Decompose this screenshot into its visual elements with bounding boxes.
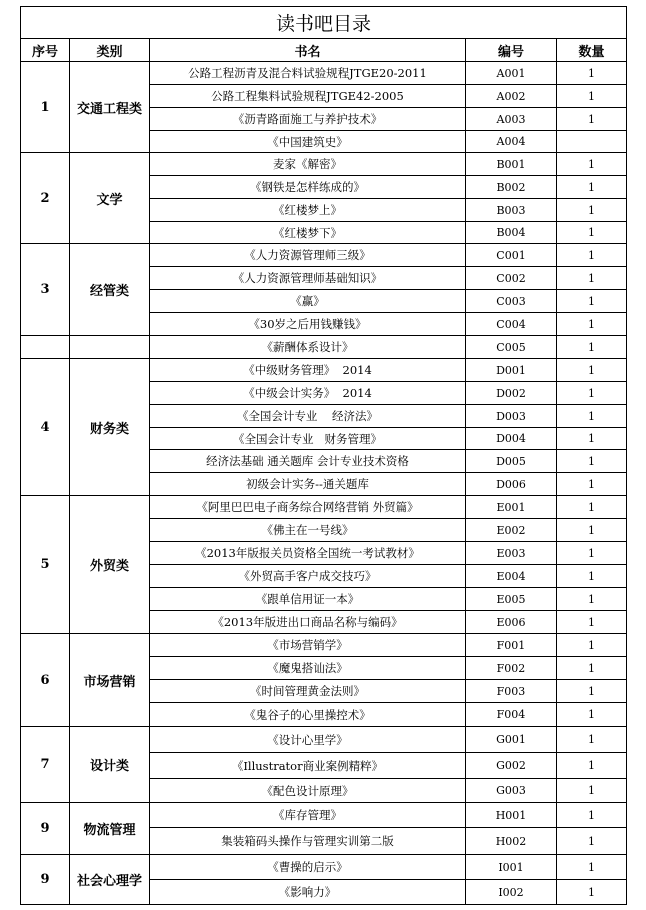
quantity-cell: 1: [557, 496, 627, 519]
seq-cell: 6: [21, 634, 70, 727]
seq-cell: 3: [21, 244, 70, 336]
seq-cell: 2: [21, 153, 70, 244]
page-title: 读书吧目录: [21, 7, 627, 39]
book-code-cell: I002: [466, 880, 557, 905]
book-code-cell: E006: [466, 611, 557, 634]
book-code-cell: E001: [466, 496, 557, 519]
book-code-cell: F003: [466, 680, 557, 703]
book-code-cell: A003: [466, 108, 557, 131]
quantity-cell: 1: [557, 313, 627, 336]
quantity-cell: 1: [557, 753, 627, 779]
seq-cell: 9: [21, 803, 70, 855]
table-row: [21, 855, 627, 880]
quantity-cell: 1: [557, 62, 627, 85]
quantity-cell: 1: [557, 405, 627, 428]
book-code-cell: C005: [466, 336, 557, 359]
quantity-cell: 1: [557, 542, 627, 565]
book-code-cell: F004: [466, 703, 557, 727]
quantity-cell: 1: [557, 880, 627, 905]
book-code-cell: A004: [466, 131, 557, 153]
book-code-cell: C002: [466, 267, 557, 290]
quantity-cell: 1: [557, 450, 627, 473]
table-row: [21, 244, 627, 267]
book-code-cell: G003: [466, 779, 557, 803]
quantity-cell: 1: [557, 634, 627, 657]
book-code-cell: A002: [466, 85, 557, 108]
quantity-cell: 1: [557, 855, 627, 880]
category-cell: [70, 336, 150, 359]
quantity-cell: 1: [557, 779, 627, 803]
quantity-cell: 1: [557, 565, 627, 588]
book-title-cell: 《人力资源管理师基础知识》: [150, 267, 466, 290]
quantity-cell: 1: [557, 588, 627, 611]
table-row: [21, 803, 627, 828]
book-title-cell: 《中级会计实务》 2014: [150, 382, 466, 405]
book-code-cell: B003: [466, 199, 557, 222]
book-title-cell: 麦家《解密》: [150, 153, 466, 176]
seq-cell: 7: [21, 727, 70, 803]
book-code-cell: B002: [466, 176, 557, 199]
book-title-cell: 《库存管理》: [150, 803, 466, 828]
quantity-cell: 1: [557, 267, 627, 290]
book-title-cell: 《2013年版报关员资格全国统一考试教材》: [150, 542, 466, 565]
book-code-cell: E005: [466, 588, 557, 611]
book-title-cell: 《中国建筑史》: [150, 131, 466, 153]
quantity-cell: 1: [557, 382, 627, 405]
header-category: 类别: [70, 39, 150, 62]
quantity-cell: 1: [557, 657, 627, 680]
seq-cell: 1: [21, 62, 70, 153]
book-title-cell: 《佛主在一号线》: [150, 519, 466, 542]
header-qty: 数量: [557, 39, 627, 62]
quantity-cell: 1: [557, 244, 627, 267]
book-title-cell: 公路工程集料试验规程JTGE42-2005: [150, 85, 466, 108]
catalog-table: [20, 6, 627, 905]
book-title-cell: 集装箱码头操作与管理实训第二版: [150, 828, 466, 855]
book-code-cell: E003: [466, 542, 557, 565]
book-code-cell: I001: [466, 855, 557, 880]
book-code-cell: C004: [466, 313, 557, 336]
table-row: [21, 727, 627, 753]
quantity-cell: 1: [557, 519, 627, 542]
book-title-cell: 公路工程沥青及混合料试验规程JTGE20-2011: [150, 62, 466, 85]
table-row: [21, 153, 627, 176]
book-title-cell: 《时间管理黄金法则》: [150, 680, 466, 703]
book-title-cell: 《红楼梦下》: [150, 222, 466, 244]
book-code-cell: A001: [466, 62, 557, 85]
book-title-cell: 《沥青路面施工与养护技术》: [150, 108, 466, 131]
book-title-cell: 《钢铁是怎样练成的》: [150, 176, 466, 199]
quantity-cell: 1: [557, 703, 627, 727]
book-code-cell: F001: [466, 634, 557, 657]
category-cell: 经管类: [70, 244, 150, 336]
seq-cell: 4: [21, 359, 70, 496]
book-title-cell: 《曹操的启示》: [150, 855, 466, 880]
book-title-cell: 《2013年版进出口商品名称与编码》: [150, 611, 466, 634]
book-title-cell: 《鬼谷子的心里操控术》: [150, 703, 466, 727]
book-code-cell: D006: [466, 473, 557, 496]
book-code-cell: D001: [466, 359, 557, 382]
seq-cell: [21, 336, 70, 359]
category-cell: 财务类: [70, 359, 150, 496]
quantity-cell: 1: [557, 176, 627, 199]
category-cell: 物流管理: [70, 803, 150, 855]
quantity-cell: [557, 131, 627, 153]
book-title-cell: 《设计心里学》: [150, 727, 466, 753]
book-code-cell: F002: [466, 657, 557, 680]
book-code-cell: G001: [466, 727, 557, 753]
book-title-cell: 《人力资源管理师三级》: [150, 244, 466, 267]
category-cell: 文学: [70, 153, 150, 244]
book-title-cell: 《30岁之后用钱赚钱》: [150, 313, 466, 336]
book-title-cell: 《Illustrator商业案例精粹》: [150, 753, 466, 779]
category-cell: 设计类: [70, 727, 150, 803]
book-title-cell: 《跟单信用证一本》: [150, 588, 466, 611]
book-title-cell: 《魔鬼搭讪法》: [150, 657, 466, 680]
table-body: [21, 62, 627, 905]
book-code-cell: H002: [466, 828, 557, 855]
book-code-cell: D002: [466, 382, 557, 405]
book-title-cell: 《外贸高手客户成交技巧》: [150, 565, 466, 588]
book-code-cell: G002: [466, 753, 557, 779]
quantity-cell: 1: [557, 199, 627, 222]
book-title-cell: 经济法基础 通关题库 会计专业技术资格: [150, 450, 466, 473]
book-code-cell: H001: [466, 803, 557, 828]
book-title-cell: 《阿里巴巴电子商务综合网络营销 外贸篇》: [150, 496, 466, 519]
book-title-cell: 初级会计实务--通关题库: [150, 473, 466, 496]
book-title-cell: 《全国会计专业 经济法》: [150, 405, 466, 428]
book-code-cell: C003: [466, 290, 557, 313]
book-title-cell: 《全国会计专业 财务管理》: [150, 428, 466, 450]
book-code-cell: D004: [466, 428, 557, 450]
book-title-cell: 《影响力》: [150, 880, 466, 905]
book-code-cell: D005: [466, 450, 557, 473]
quantity-cell: 1: [557, 428, 627, 450]
header-code: 编号: [466, 39, 557, 62]
book-title-cell: 《配色设计原理》: [150, 779, 466, 803]
quantity-cell: 1: [557, 336, 627, 359]
quantity-cell: 1: [557, 680, 627, 703]
header-row: [21, 39, 627, 62]
book-title-cell: 《红楼梦上》: [150, 199, 466, 222]
category-cell: 市场营销: [70, 634, 150, 727]
book-code-cell: B004: [466, 222, 557, 244]
seq-cell: 9: [21, 855, 70, 905]
header-book: 书名: [150, 39, 466, 62]
quantity-cell: 1: [557, 611, 627, 634]
book-title-cell: 《薪酬体系设计》: [150, 336, 466, 359]
table-row: [21, 62, 627, 85]
quantity-cell: 1: [557, 828, 627, 855]
quantity-cell: 1: [557, 222, 627, 244]
quantity-cell: 1: [557, 727, 627, 753]
quantity-cell: 1: [557, 359, 627, 382]
book-title-cell: 《市场营销学》: [150, 634, 466, 657]
quantity-cell: 1: [557, 290, 627, 313]
table-row: [21, 336, 627, 359]
table-row: [21, 359, 627, 382]
category-cell: 社会心理学: [70, 855, 150, 905]
category-cell: 交通工程类: [70, 62, 150, 153]
table-row: [21, 634, 627, 657]
book-code-cell: D003: [466, 405, 557, 428]
book-title-cell: 《赢》: [150, 290, 466, 313]
quantity-cell: 1: [557, 108, 627, 131]
book-code-cell: E002: [466, 519, 557, 542]
quantity-cell: 1: [557, 803, 627, 828]
book-code-cell: C001: [466, 244, 557, 267]
book-code-cell: B001: [466, 153, 557, 176]
book-title-cell: 《中级财务管理》 2014: [150, 359, 466, 382]
quantity-cell: 1: [557, 85, 627, 108]
quantity-cell: 1: [557, 473, 627, 496]
quantity-cell: 1: [557, 153, 627, 176]
book-code-cell: E004: [466, 565, 557, 588]
category-cell: 外贸类: [70, 496, 150, 634]
seq-cell: 5: [21, 496, 70, 634]
table-row: [21, 496, 627, 519]
header-seq: 序号: [21, 39, 70, 62]
